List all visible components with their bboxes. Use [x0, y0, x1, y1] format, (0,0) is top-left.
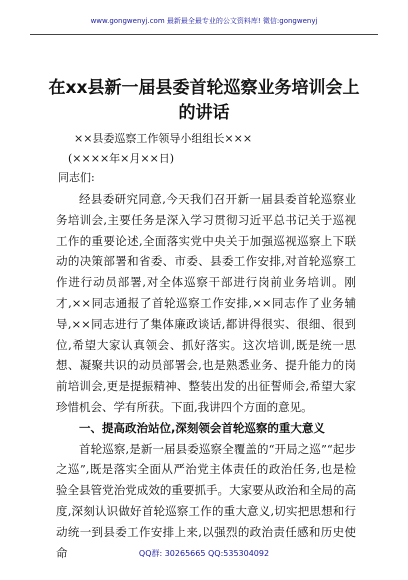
- speech-date: (××××年×月××日): [68, 152, 175, 165]
- speaker-line: ××县委巡察工作领导小组组长×××: [74, 132, 253, 145]
- document-body: [56, 189, 356, 563]
- header-banner[interactable]: www.gongwenyj.com 最新最全最专业的公文资料库! 微信:gongwenyj: [90, 17, 318, 25]
- salutation: 同志们:: [58, 171, 95, 184]
- section-heading: 一、提高政治站位,深刻领会首轮巡察的重大意义: [79, 420, 325, 435]
- footer-contact: QQ群: 30265665 QQ:535304092: [138, 549, 270, 558]
- header-divider: [30, 34, 378, 35]
- body-paragraph: 首轮巡察,是新一届县委巡察全覆盖的“开局之巡”“起步之巡”,既是落实全面从严治党主体责任的政治任务,也是检验全县管党治党成效的重要抓手。大家要从政治和全局的高度,深刻认识做好首轮巡察工作的重大意义,切实把思想和行动统一到县委工作安排上来,以强烈的政治责任感和历史使命: [56, 441, 356, 560]
- document-title: 在xx县新一届县委首轮巡察业务培训会上的讲话: [48, 78, 360, 123]
- body-paragraph: 经县委研究同意,今天我们召开新一届县委首轮巡察业务培训会,主要任务是深入学习贯彻习近平总书记关于巡视工作的重要论述,全面落实党中央关于加强巡视巡察上下联动的决策部署和省委、市委、县委工作安排,对首轮巡察工作进行动员部署,对全体巡察干部进行岗前业务培训。刚才,××同志通报了首轮巡察工作安排,××同志作了业务辅导,××同志进行了集体廉政谈话,都讲得很实、很细、很到位,希望大家认真领会、抓好落实。这次培训,既是统一思想、凝聚共识的动员部署会,也是熟悉业务、提升能力的岗前培训会,更是提振精神、整装出发的出征誓师会,希望大家珍惜机会、学有所获。下面,我讲四个方面的意见。: [56, 192, 356, 414]
